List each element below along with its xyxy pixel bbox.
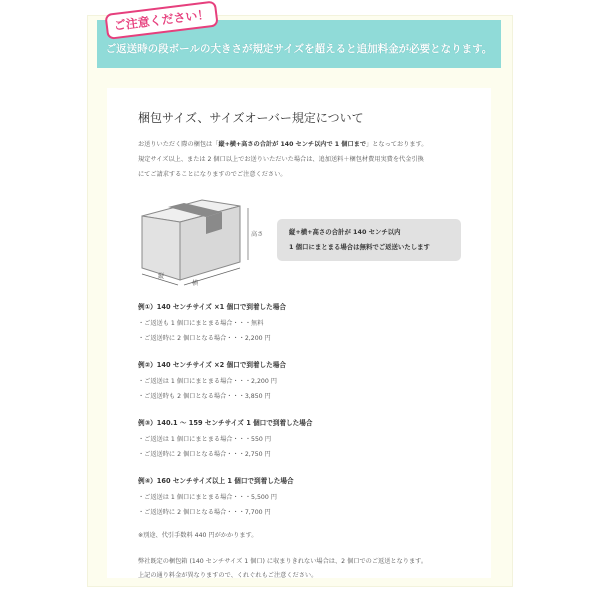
caution-badge: ご注意ください！ xyxy=(104,0,218,39)
callout-line-1: 縦+横+高さの合計が 140 センチ以内 xyxy=(289,228,401,236)
case-4-line-2: ・ご返送時に 2 個口となる場合・・・7,700 円 xyxy=(138,509,271,516)
height-label: 高さ xyxy=(251,231,264,238)
case-3-line-1: ・ご返送は 1 個口にまとまる場合・・・550 円 xyxy=(138,436,272,443)
footer-line-2: 上記の通り料金が異なりますので、くれぐれもご注意ください。 xyxy=(138,572,318,579)
callout-line-2: 1 個口にまとまる場合は無料でご返送いたします xyxy=(289,243,430,251)
cod-fee-note: ※別途、代引手数料 440 円がかかります。 xyxy=(138,532,258,539)
size-limit-emphasis: 縦+横+高さの合計が 140 センチ以内で 1 個口まで xyxy=(218,141,367,148)
case-3-line-2: ・ご返送時に 2 個口となる場合・・・2,750 円 xyxy=(138,451,271,458)
case-2-line-1: ・ご返送は 1 個口にまとまる場合・・・2,200 円 xyxy=(138,378,277,385)
case-4-heading: 例④）160 センチサイズ以上 1 個口で到着した場合 xyxy=(138,477,294,485)
footer-line-1: 弊社既定の梱包箱 (140 センチサイズ 1 個口) に収まりきれない場合は、2 個口でのご返送となります。 xyxy=(138,558,428,565)
width-label: 横 xyxy=(192,280,199,287)
intro-line-2: 規定サイズ以上、または 2 個口以上でお送りいただいた場合は、追加送料＋梱包材費用実費を代金引換 xyxy=(138,156,424,163)
case-2-heading: 例②）140 センチサイズ ×2 個口で到着した場合 xyxy=(138,361,286,369)
depth-label: 縦 xyxy=(158,273,165,280)
intro-suffix: 」となっております。 xyxy=(366,141,428,148)
case-4-line-1: ・ご返送は 1 個口にまとまる場合・・・5,500 円 xyxy=(138,494,277,501)
banner-message: ご返送時の段ボールの大きさが規定サイズを超えると追加料金が必要となります。 xyxy=(105,43,493,55)
intro-line-1 xyxy=(138,139,427,148)
case-1-line-2: ・ご返送時に 2 個口となる場合・・・2,200 円 xyxy=(138,335,271,342)
case-2-line-2: ・ご返送時も 2 個口となる場合・・・3,850 円 xyxy=(138,393,271,400)
intro-prefix: お送りいただく際の梱包は「 xyxy=(138,141,219,148)
intro-line-3: にてご請求することになりますのでご注意ください。 xyxy=(138,171,287,178)
section-title: 梱包サイズ、サイズオーバー規定について xyxy=(138,111,364,125)
case-3-heading: 例③）140.1 ～ 159 センチサイズ 1 個口で到着した場合 xyxy=(138,419,313,427)
free-return-callout xyxy=(277,219,461,261)
case-1-heading: 例①）140 センチサイズ ×1 個口で到着した場合 xyxy=(138,303,286,311)
case-1-line-1: ・ご返送も 1 個口にまとまる場合・・・無料 xyxy=(138,320,264,327)
